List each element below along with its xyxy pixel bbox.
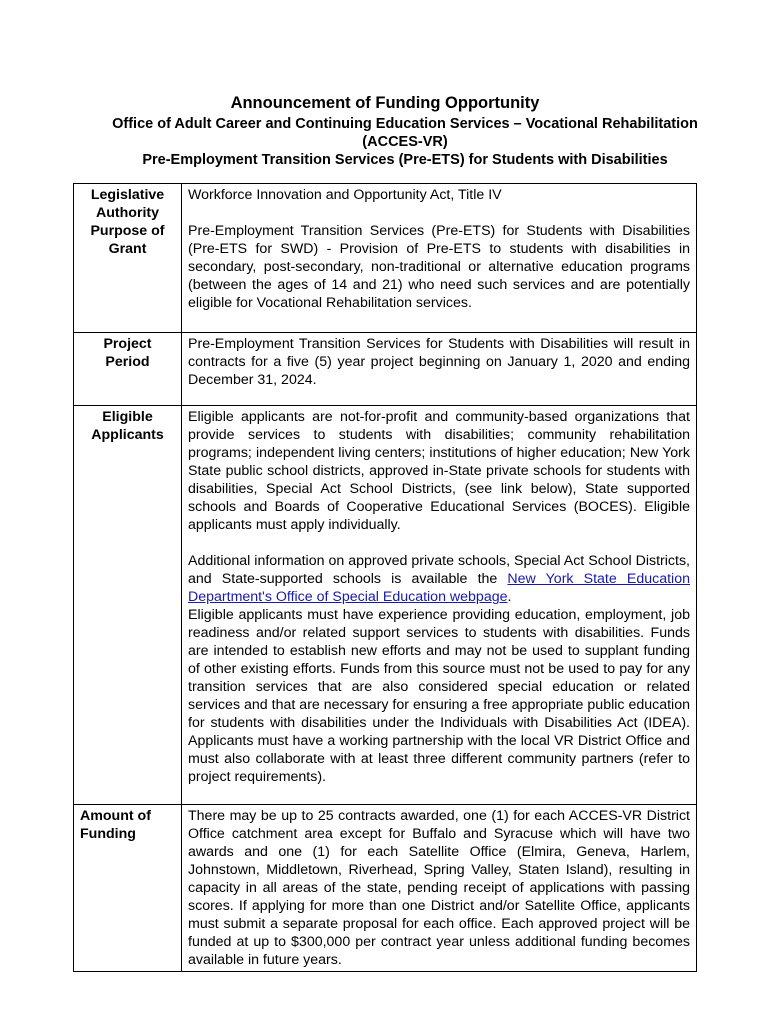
program-name: Pre-Employment Transition Services (Pre-ETS) for Students with Disabilities	[142, 152, 668, 168]
label-eligible-applicants	[74, 406, 182, 805]
value-eligible-applicants	[182, 406, 697, 805]
eligible-paragraph-1: Eligible applicants are not-for-profit and community-based organizations that provide services to students with disabilities; community rehabilitation programs; independent living centers; institutions of higher education; New York State public school districts, approved in-State private schools for students with disabilities, Special Act School Districts, (see link below), State supported schools and Boards of Cooperative Educational Services (BOCES). Eligible applicants must apply individually.	[188, 409, 690, 533]
table-row-amount-of-funding	[74, 805, 697, 972]
label-line: Purpose of	[90, 223, 165, 239]
label-line: Funding	[80, 826, 136, 842]
label-line: Applicants	[91, 427, 164, 443]
office-acronym: (ACCES-VR)	[362, 134, 448, 150]
nysed-special-education-link[interactable]: New York State Education Department's Office of Special Education webpage	[188, 571, 690, 605]
table-row-purpose-of-grant	[74, 222, 697, 333]
value-purpose-of-grant: Pre-Employment Transition Services (Pre-ETS) for Students with Disabilities (Pre-ETS for SWD) - Provision of Pre-ETS to students with disabilities in secondary, post-secondary, non-traditional or alternative education programs (between the ages of 14 and 21) who need such services and are potentially eligible for Vocational Rehabilitation services.	[182, 222, 697, 333]
table-row-legislative-authority	[74, 184, 697, 223]
label-line: Authority	[95, 205, 160, 221]
document-title: Announcement of Funding Opportunity	[230, 94, 540, 112]
eligible-paragraph-2-text: Additional information on approved private schools, Special Act School Districts, and State-supported schools is available the	[188, 553, 690, 587]
label-line: Project	[103, 336, 152, 352]
label-legislative-authority	[74, 184, 182, 223]
value-project-period: Pre-Employment Transition Services for Students with Disabilities will result in contracts for a five (5) year project beginning on January 1, 2020 and ending December 31, 2024.	[182, 333, 697, 406]
table-row-project-period	[74, 333, 697, 406]
eligible-paragraph-2	[188, 552, 690, 606]
office-name: Office of Adult Career and Continuing Education Services – Vocational Rehabilitation	[112, 116, 698, 132]
label-project-period	[74, 333, 182, 406]
eligible-paragraph-3: Eligible applicants must have experience providing education, employment, job readiness and/or related support services to students with disabilities. Funds are intended to establish new efforts and may not be used to supplant funding of other existing efforts. Funds from this source must not be used to pay for any transition services that are also considered special education or related services and that are necessary for ensuring a free appropriate public education for students with disabilities under the Individuals with Disabilities Act (IDEA). Applicants must have a working partnership with the local VR District Office and must also collaborate with at least three different community partners (refer to project requirements).	[188, 607, 690, 785]
label-line: Period	[105, 354, 150, 370]
label-purpose-of-grant	[74, 222, 182, 333]
value-legislative-authority: Workforce Innovation and Opportunity Act, Title IV	[182, 184, 697, 223]
label-amount-of-funding	[74, 805, 182, 972]
label-line: Grant	[108, 241, 147, 257]
funding-details-table	[73, 183, 697, 972]
label-line: Amount of	[80, 808, 151, 824]
label-line: Eligible	[102, 409, 153, 425]
table-row-eligible-applicants	[74, 406, 697, 805]
value-amount-of-funding: There may be up to 25 contracts awarded, one (1) for each ACCES-VR District Office catchment area except for Buffalo and Syracuse which will have two awards and one (1) for each Satellite Office (Elmira, Geneva, Harlem, Johnstown, Middletown, Riverhead, Spring Valley, Staten Island), resulting in capacity in all areas of the state, pending receipt of applications with passing scores. If applying for more than one District and/or Satellite Office, applicants must submit a separate proposal for each office. Each approved project will be funded at up to $300,000 per contract year unless additional funding becomes available in future years.	[182, 805, 697, 972]
label-line: Legislative	[90, 187, 165, 203]
eligible-paragraph-2-end: .	[507, 589, 512, 605]
